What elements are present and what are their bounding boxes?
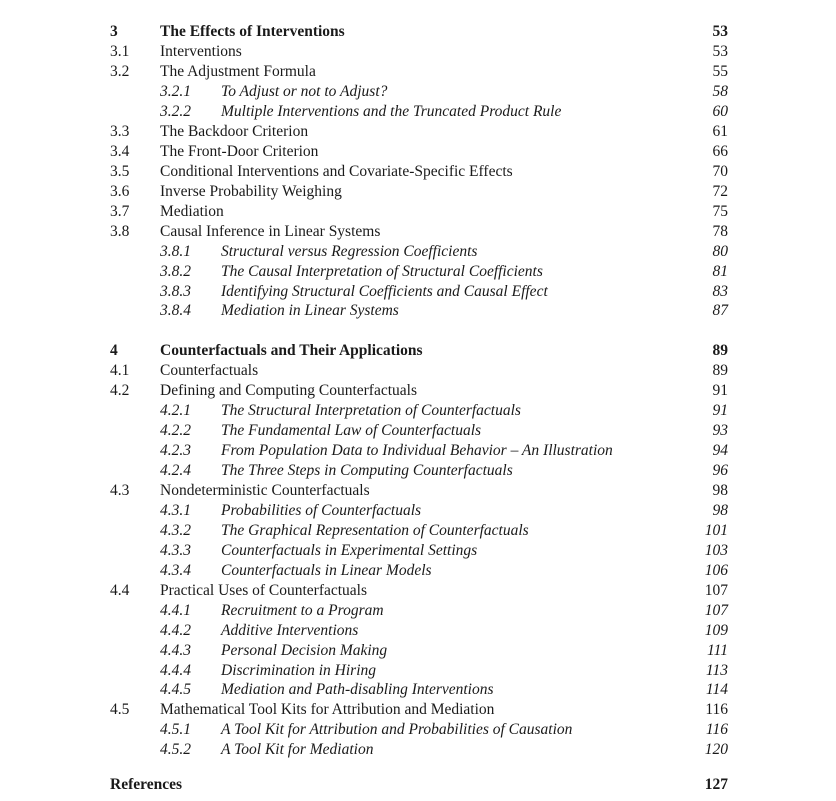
toc-entry-title: Inverse Probability Weighing (160, 183, 342, 200)
toc-entry-page: 70 (712, 163, 728, 180)
toc-entry-number: 4.5 (110, 701, 130, 718)
toc-subsection-4-2-1 (0, 401, 836, 421)
toc-entry-page: 61 (712, 123, 728, 140)
toc-entry-number: 4.2 (110, 382, 130, 399)
toc-entry-title: The Fundamental Law of Counterfactuals (221, 422, 482, 439)
toc-entry-number: 4.4.4 (160, 662, 191, 679)
toc-entry-number: 3.6 (110, 183, 130, 200)
toc-entry-number: 3.8.4 (160, 302, 191, 319)
toc-subsection-4-3-3 (0, 541, 836, 561)
toc-entry-title: Probabilities of Counterfactuals (221, 502, 422, 519)
toc-entry-page: 72 (712, 183, 728, 200)
toc-entry-page: 107 (704, 582, 728, 599)
toc-section-4-1 (0, 361, 836, 381)
toc-entry-number: 4.2.3 (160, 442, 191, 459)
toc-entry-number: 4.5.2 (160, 741, 191, 758)
toc-entry-page: 98 (712, 482, 728, 499)
toc-entry-title: Defining and Computing Counterfactuals (160, 382, 417, 399)
toc-entry-title: The Backdoor Criterion (160, 123, 309, 140)
toc-entry-number: 4.3.2 (160, 522, 191, 539)
toc-entry-number: 3 (110, 23, 118, 40)
toc-entry-page: 89 (712, 342, 728, 359)
toc-entry-title: Recruitment to a Program (221, 602, 384, 619)
toc-entry-number: 3.7 (110, 203, 130, 220)
toc-entry-page: 80 (712, 243, 728, 260)
toc-entry-title: Mathematical Tool Kits for Attribution and Mediation (160, 701, 495, 718)
toc-entry-title: Interventions (160, 43, 242, 60)
toc-entry-title: To Adjust or not to Adjust? (221, 83, 388, 100)
toc-entry-number: 4.1 (110, 362, 130, 379)
toc-subsection-4-2-2 (0, 421, 836, 441)
toc-chapter-3 (0, 22, 836, 42)
toc-subsection-4-4-5 (0, 680, 836, 700)
toc-entry-page: 66 (712, 143, 728, 160)
toc-subsection-4-4-3 (0, 641, 836, 661)
toc-entry-number: 3.8.1 (160, 243, 191, 260)
toc-subsection-4-4-2 (0, 621, 836, 641)
toc-entry-page: 116 (705, 721, 728, 738)
toc-entry-number: 3.5 (110, 163, 130, 180)
toc-entry-title: The Effects of Interventions (160, 23, 345, 40)
toc-entry-title: Additive Interventions (221, 622, 359, 639)
toc-entry-title: Discrimination in Hiring (221, 662, 377, 679)
toc-entry-title: Counterfactuals and Their Applications (160, 342, 423, 359)
toc-entry-page: 116 (705, 701, 728, 718)
toc-subsection-4-4-1 (0, 601, 836, 621)
toc-entry-title: The Front-Door Criterion (160, 143, 319, 160)
toc-entry-title: Personal Decision Making (221, 642, 388, 659)
toc-section-3-2 (0, 62, 836, 82)
toc-section-3-6 (0, 182, 836, 202)
toc-subsection-4-3-2 (0, 521, 836, 541)
toc-entry-page: 98 (712, 502, 728, 519)
toc-entry-page: 120 (704, 741, 728, 758)
toc-entry-title: The Graphical Representation of Counterfactuals (221, 522, 529, 539)
toc-entry-page: 106 (704, 562, 728, 579)
toc-entry-page: 53 (712, 43, 728, 60)
toc-entry-page: 58 (712, 83, 728, 100)
toc-entry-title: Counterfactuals in Linear Models (221, 562, 432, 579)
toc-entry-page: 91 (712, 402, 728, 419)
toc-entry-number: 3.1 (110, 43, 130, 60)
toc-entry-title: References (110, 776, 183, 793)
toc-entry-number: 3.4 (110, 143, 130, 160)
toc-entry-number: 3.2.2 (160, 103, 191, 120)
toc-entry-title: From Population Data to Individual Behavior – An Illustration (221, 442, 613, 459)
toc-section-3-8 (0, 222, 836, 242)
toc-entry-page: 113 (705, 662, 728, 679)
toc-entry-page: 127 (704, 776, 728, 793)
toc-subsection-3-8-3 (0, 282, 836, 302)
toc-entry-page: 87 (712, 302, 728, 319)
toc-entry-title: Counterfactuals in Experimental Settings (221, 542, 478, 559)
toc-section-4-3 (0, 481, 836, 501)
toc-subsection-4-5-1 (0, 720, 836, 740)
toc-subsection-3-2-2 (0, 102, 836, 122)
toc-entry-number: 4.4.2 (160, 622, 191, 639)
toc-entry-title: Structural versus Regression Coefficients (221, 243, 478, 260)
toc-subsection-4-2-4 (0, 461, 836, 481)
toc-entry-page: 111 (707, 642, 728, 659)
toc-entry-page: 91 (712, 382, 728, 399)
toc-entry-title: Practical Uses of Counterfactuals (160, 582, 368, 599)
toc-entry-page: 78 (712, 223, 728, 240)
toc-entry-title: Conditional Interventions and Covariate-Specific Effects (160, 163, 513, 180)
toc-entry-page: 53 (712, 23, 728, 40)
toc-section-3-5 (0, 162, 836, 182)
toc-entry-number: 4.4 (110, 582, 130, 599)
toc-chapter-4 (0, 341, 836, 361)
toc-entry-title: Identifying Structural Coefficients and Causal Effect (221, 283, 548, 300)
toc-entry-page: 81 (712, 263, 728, 280)
toc-section-3-4 (0, 142, 836, 162)
toc-subsection-4-4-4 (0, 661, 836, 681)
toc-entry-page: 60 (712, 103, 728, 120)
toc-entry-number: 4 (110, 342, 118, 359)
toc-entry-number: 4.3.4 (160, 562, 191, 579)
toc-entry-number: 3.3 (110, 123, 130, 140)
toc-subsection-3-8-1 (0, 242, 836, 262)
toc-section-4-2 (0, 381, 836, 401)
toc-subsection-3-2-1 (0, 82, 836, 102)
toc-entry-number: 3.8.3 (160, 283, 191, 300)
toc-entry-page: 55 (712, 63, 728, 80)
toc-entry-title: The Three Steps in Computing Counterfactuals (221, 462, 513, 479)
toc-entry-number: 4.3.3 (160, 542, 191, 559)
toc-entry-page: 107 (704, 602, 728, 619)
toc-subsection-3-8-2 (0, 262, 836, 282)
toc-entry-title: Nondeterministic Counterfactuals (160, 482, 370, 499)
toc-subsection-3-8-4 (0, 301, 836, 321)
toc-entry-page: 96 (712, 462, 728, 479)
toc-entry-number: 4.4.1 (160, 602, 191, 619)
toc-section-4-4 (0, 581, 836, 601)
toc-entry-title: The Causal Interpretation of Structural Coefficients (221, 263, 543, 280)
toc-entry-title: Multiple Interventions and the Truncated Product Rule (221, 103, 562, 120)
toc-entry-title: Mediation in Linear Systems (221, 302, 399, 319)
toc-entry-number: 4.3.1 (160, 502, 191, 519)
toc-entry-page: 89 (712, 362, 728, 379)
toc-section-3-1 (0, 42, 836, 62)
toc-entry-page: 103 (704, 542, 728, 559)
toc-entry-number: 3.2 (110, 63, 130, 80)
toc-entry-page: 75 (712, 203, 728, 220)
toc-entry-number: 4.2.4 (160, 462, 191, 479)
toc-entry-title: The Structural Interpretation of Counterfactuals (221, 402, 521, 419)
toc-section-3-3 (0, 122, 836, 142)
toc-entry-title: Mediation and Path-disabling Interventions (221, 681, 494, 698)
toc-entry-number: 4.3 (110, 482, 130, 499)
toc-entry-number: 3.8.2 (160, 263, 191, 280)
toc-entry-title: Causal Inference in Linear Systems (160, 223, 381, 240)
toc-entry-page: 94 (712, 442, 728, 459)
toc-section-4-5 (0, 700, 836, 720)
toc-entry-title: Mediation (160, 203, 224, 220)
toc-entry-number: 4.4.5 (160, 681, 191, 698)
toc-entry-page: 114 (705, 681, 728, 698)
toc-entry-title: A Tool Kit for Mediation (221, 741, 374, 758)
toc-entry-title: Counterfactuals (160, 362, 259, 379)
toc-entry-page: 101 (704, 522, 728, 539)
toc-section-3-7 (0, 202, 836, 222)
toc-entry-number: 4.5.1 (160, 721, 191, 738)
toc-entry-number: 3.8 (110, 223, 130, 240)
toc-entry-number: 4.2.1 (160, 402, 191, 419)
toc-entry-number: 4.4.3 (160, 642, 191, 659)
toc-entry-page: 109 (704, 622, 728, 639)
toc-entry-number: 4.2.2 (160, 422, 191, 439)
toc-references (0, 775, 836, 795)
toc-entry-title: A Tool Kit for Attribution and Probabilities of Causation (221, 721, 573, 738)
toc-entry-page: 83 (712, 283, 728, 300)
toc-subsection-4-2-3 (0, 441, 836, 461)
toc-subsection-4-3-4 (0, 561, 836, 581)
toc-entry-title: The Adjustment Formula (160, 63, 316, 80)
toc-subsection-4-5-2 (0, 740, 836, 760)
toc-entry-number: 3.2.1 (160, 83, 191, 100)
toc-subsection-4-3-1 (0, 501, 836, 521)
toc-entry-page: 93 (712, 422, 728, 439)
